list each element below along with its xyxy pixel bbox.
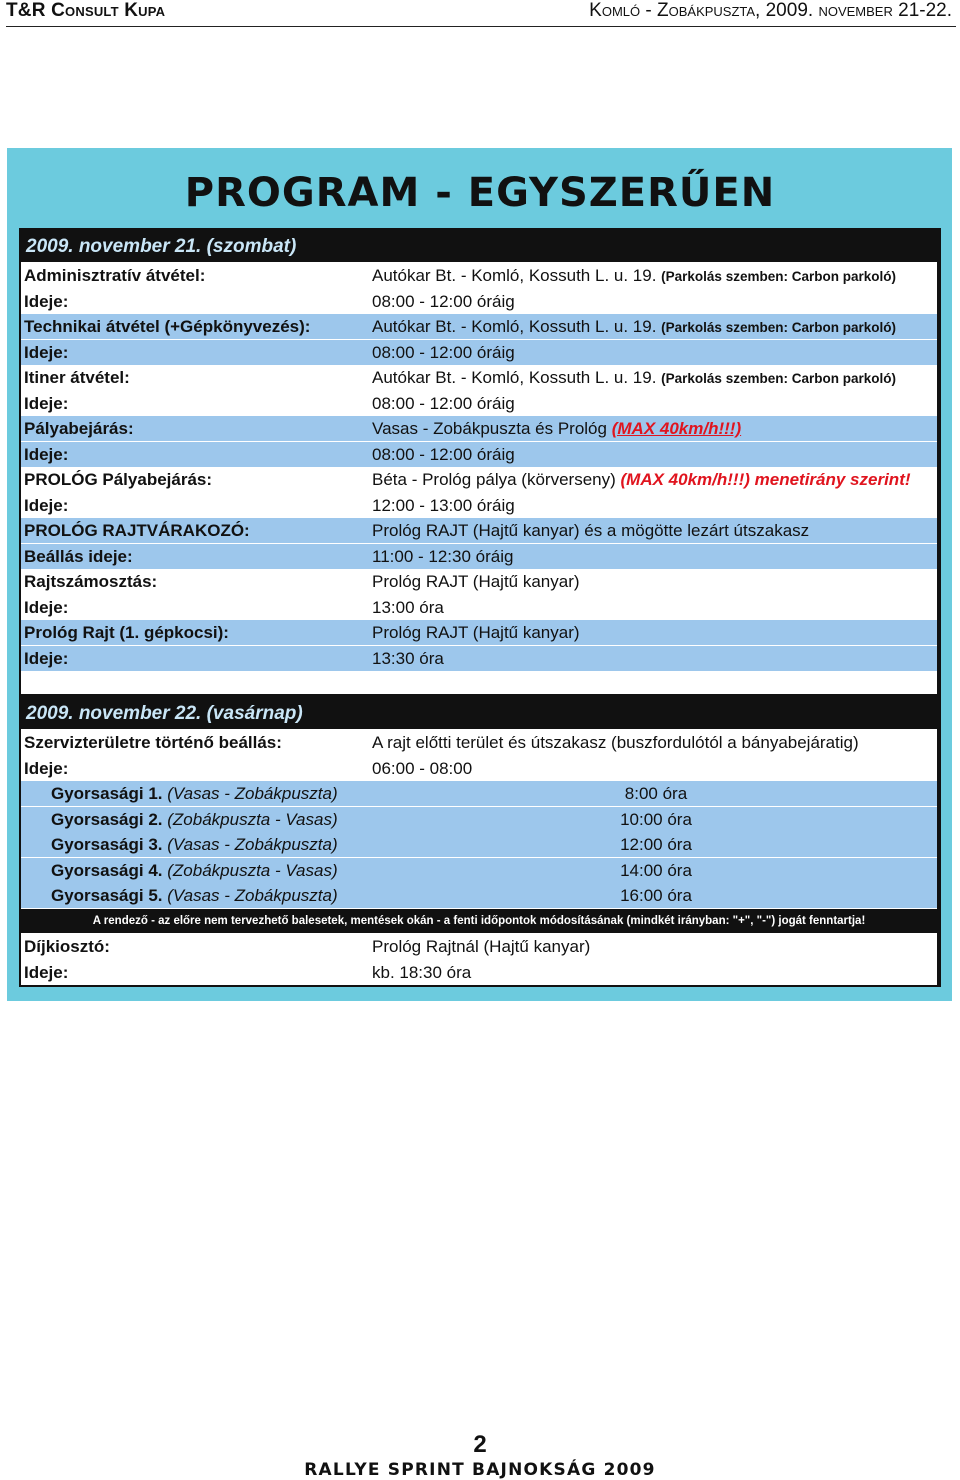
row-label: Ideje: <box>24 291 69 311</box>
row-label: Prológ Rajt (1. gépkocsi): <box>24 623 229 642</box>
row-value <box>372 521 809 541</box>
row-value-text: 08:00 - 12:00 óráig <box>372 291 515 311</box>
schedule-row <box>21 416 937 441</box>
speed-warning: (MAX 40km/h!!!) <box>611 419 742 438</box>
schedule-row <box>21 569 937 594</box>
stage-row <box>21 807 937 832</box>
stage-name <box>51 810 338 830</box>
stage-route: (Zobákpuszta - Vasas) <box>167 809 338 829</box>
row-label: Ideje: <box>24 342 69 362</box>
row-value <box>372 649 444 669</box>
row-value <box>372 343 515 363</box>
schedule-row <box>21 467 937 492</box>
schedule-row <box>21 263 937 288</box>
row-value-text: Autókar Bt. - Komló, Kossuth L. u. 19. <box>372 266 657 285</box>
parking-note: (Parkolás szemben: Carbon parkoló) <box>661 320 896 335</box>
row-label: PROLÓG Pályabejárás: <box>24 470 213 489</box>
stage-name <box>51 835 338 855</box>
stage-time: 16:00 óra <box>620 886 692 905</box>
row-label: Adminisztratív átvétel: <box>24 266 206 285</box>
row-value <box>372 266 896 286</box>
stage-time: 12:00 óra <box>620 835 692 854</box>
row-value <box>372 394 515 414</box>
row-label: Ideje: <box>24 758 69 778</box>
header-right-title: Komló - Zobákpuszta, 2009. november 21-22. <box>589 0 952 21</box>
stage-route: (Vasas - Zobákpuszta) <box>167 835 338 854</box>
running-header <box>6 0 956 27</box>
stage-number: Gyorsasági 5. <box>51 886 163 905</box>
schedule-row <box>21 340 937 365</box>
parking-note: (Parkolás szemben: Carbon parkoló) <box>661 371 896 386</box>
row-label: Pályabejárás: <box>24 419 134 438</box>
schedule-row <box>21 365 937 390</box>
row-value: A rajt előtti terület és útszakasz (buszfordulótól a bányabejáratig) <box>372 733 859 752</box>
row-value-text: Vasas - Zobákpuszta és Prológ <box>372 419 607 438</box>
row-label: Ideje: <box>24 597 69 617</box>
row-label: Beállás ideje: <box>24 546 133 566</box>
stage-number: Gyorsasági 1. <box>51 784 163 803</box>
stage-time: 10:00 óra <box>620 809 692 829</box>
page-number: 2 <box>473 1431 487 1458</box>
row-label: Itiner átvétel: <box>24 368 130 387</box>
stage-row <box>21 883 937 908</box>
stage-time: 8:00 óra <box>624 784 688 803</box>
schedule-row <box>21 960 937 985</box>
row-value-text: 13:30 óra <box>372 648 444 668</box>
row-label: Ideje: <box>24 648 69 668</box>
row-value <box>372 317 896 337</box>
day2-heading: 2009. november 22. (vasárnap) <box>26 703 303 724</box>
row-value <box>372 547 513 567</box>
row-label: Szervizterületre történő beállás: <box>24 733 282 752</box>
row-value-text: Prológ RAJT (Hajtű kanyar) és a mögötte lezárt útszakasz <box>372 521 810 540</box>
stage-row <box>21 781 937 806</box>
row-value-text: Prológ RAJT (Hajtű kanyar) <box>372 572 580 591</box>
row-value-text: Prológ RAJT (Hajtű kanyar) <box>372 623 580 642</box>
row-value: Prológ Rajtnál (Hajtű kanyar) <box>372 937 591 956</box>
row-label: Díjkiosztó: <box>24 937 110 956</box>
row-value <box>372 496 515 516</box>
stage-name <box>51 861 338 881</box>
header-left-title: T&R Consult Kupa <box>6 0 166 21</box>
stage-time: 14:00 óra <box>620 860 692 880</box>
row-value <box>372 598 444 618</box>
stage-row <box>21 858 937 883</box>
row-label: Ideje: <box>24 393 69 413</box>
schedule-row <box>21 934 937 959</box>
row-value-text: 12:00 - 13:00 óráig <box>372 495 515 515</box>
stage-route: (Vasas - Zobákpuszta) <box>167 886 338 905</box>
row-label: Technikai átvétel (+Gépkönyvezés): <box>24 317 311 336</box>
stage-number: Gyorsasági 3. <box>51 835 163 854</box>
speed-warning: (MAX 40km/h!!!) menetirány szerint! <box>620 470 911 489</box>
row-label: Rajtszámosztás: <box>24 572 158 591</box>
schedule-row <box>21 544 937 569</box>
footer-title: RALLYE SPRINT BAJNOKSÁG 2009 <box>304 1460 656 1480</box>
row-value-text: 08:00 - 12:00 óráig <box>372 393 515 413</box>
stage-name <box>51 784 338 804</box>
schedule-row <box>21 518 937 543</box>
row-value: 06:00 - 08:00 <box>372 758 473 778</box>
schedule-row <box>21 620 937 645</box>
row-value-text: Autókar Bt. - Komló, Kossuth L. u. 19. <box>372 317 657 336</box>
schedule-row <box>21 493 937 518</box>
row-value <box>372 368 896 388</box>
stage-route: (Zobákpuszta - Vasas) <box>167 860 338 880</box>
parking-note: (Parkolás szemben: Carbon parkoló) <box>661 269 896 284</box>
row-label: Ideje: <box>24 962 69 982</box>
schedule-row <box>21 646 937 671</box>
schedule-row <box>21 442 937 467</box>
schedule-row <box>21 595 937 620</box>
poster-title: PROGRAM - EGYSZERŰEN <box>184 170 776 216</box>
row-value-text: 08:00 - 12:00 óráig <box>372 342 515 362</box>
organizer-notice: A rendező - az előre nem tervezhető balesetek, mentések okán - a fenti időpontok módosításának (mindkét irányban: "+", "-") jogát fenntartja! <box>21 910 937 932</box>
stage-name <box>51 886 338 906</box>
day1-heading: 2009. november 21. (szombat) <box>26 236 297 257</box>
row-value <box>372 445 515 465</box>
stage-number: Gyorsasági 4. <box>51 860 163 880</box>
stage-route: (Vasas - Zobákpuszta) <box>167 784 338 803</box>
row-label: Ideje: <box>24 444 69 464</box>
row-value <box>372 292 515 312</box>
row-label: Ideje: <box>24 495 69 515</box>
row-label: PROLÓG RAJTVÁRAKOZÓ: <box>24 521 250 540</box>
stage-row <box>21 832 937 857</box>
row-value <box>372 419 741 439</box>
row-value-text: 11:00 - 12:30 óráig <box>372 546 514 566</box>
row-value-text: Autókar Bt. - Komló, Kossuth L. u. 19. <box>372 368 657 387</box>
schedule-row <box>21 730 937 755</box>
row-value <box>372 623 580 643</box>
schedule-row <box>21 756 937 781</box>
row-value-text: 08:00 - 12:00 óráig <box>372 444 515 464</box>
schedule-row <box>21 391 937 416</box>
row-value: kb. 18:30 óra <box>372 962 472 982</box>
schedule-row <box>21 289 937 314</box>
schedule-row <box>21 314 937 339</box>
row-value <box>372 572 580 592</box>
row-value <box>372 470 911 490</box>
row-value-text: Béta - Prológ pálya (körverseny) <box>372 470 616 489</box>
stage-number: Gyorsasági 2. <box>51 809 163 829</box>
row-value-text: 13:00 óra <box>372 597 444 617</box>
